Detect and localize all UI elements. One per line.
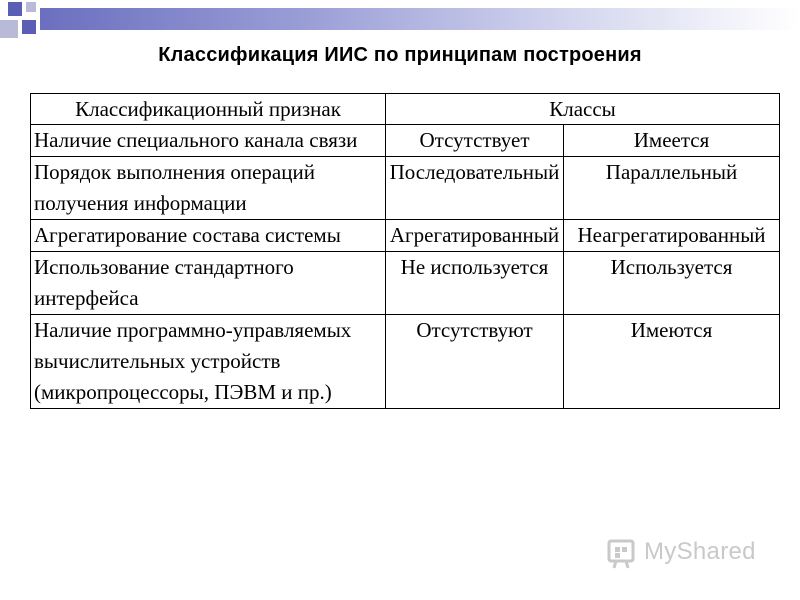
header-feature: Классификационный признак (31, 94, 386, 125)
watermark[interactable] (606, 536, 776, 572)
row-class2: Имеется (564, 125, 780, 157)
row-feature: Порядок выполнения операций получения информации (31, 157, 386, 220)
row-class1: Не используется (386, 252, 564, 315)
row-class2: Параллельный (564, 157, 780, 220)
table-row (31, 315, 780, 409)
row-class1: Отсутствуют (386, 315, 564, 409)
classification-table (30, 93, 780, 409)
row-feature: Наличие программно-управляемых вычислительных устройств (микропроцессоры, ПЭВМ и пр.) (31, 315, 386, 409)
row-class2: Имеются (564, 315, 780, 409)
row-class1: Отсутствует (386, 125, 564, 157)
myshared-logo-icon (606, 538, 638, 575)
page-title: Классификация ИИС по принципам построения (158, 44, 642, 66)
table-row (31, 252, 780, 315)
row-feature: Наличие специального канала связи (31, 125, 386, 157)
row-class1: Последовательный (386, 157, 564, 220)
row-class2: Неагрегатированный (564, 220, 780, 252)
watermark-text: MyShared (644, 538, 756, 565)
row-class2: Используется (564, 252, 780, 315)
table-row (31, 220, 780, 252)
row-feature: Агрегатирование состава системы (31, 220, 386, 252)
header-classes: Классы (386, 94, 780, 125)
table-header-row (31, 94, 780, 125)
row-class1: Агрегатированный (386, 220, 564, 252)
row-feature: Использование стандартного интерфейса (31, 252, 386, 315)
table-row (31, 125, 780, 157)
table-row (31, 157, 780, 220)
header-gradient-bar (40, 8, 800, 30)
